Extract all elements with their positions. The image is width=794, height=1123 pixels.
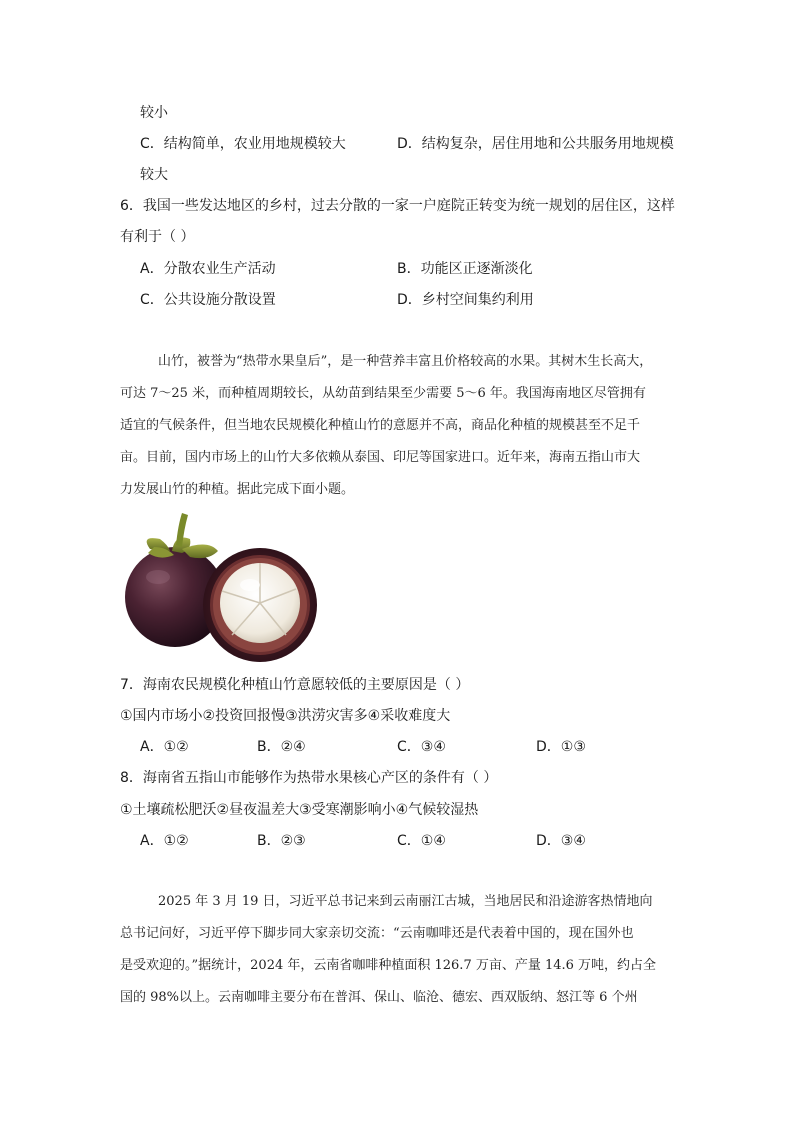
q6-option-d: D．乡村空间集约利用 [397,292,534,308]
q7-choices: ①国内市场小②投资回报慢③洪涝灾害多④采收难度大 [120,708,451,724]
q6-option-a: A．分散农业生产活动 [140,261,276,277]
q8-choices: ①土壤疏松肥沃②昼夜温差大③受寒潮影响小④气候较湿热 [120,802,479,818]
q7-option-c: C．③④ [397,739,446,755]
q6-option-b: B．功能区正逐渐淡化 [397,261,533,277]
q8-option-a: A．①② [140,833,189,849]
mangosteen-image [120,505,320,665]
q6-stem-line1: 6．我国一些发达地区的乡村，过去分散的一家一户庭院正转变为统一规划的居住区，这样 [120,198,675,214]
q6-stem-line2: 有利于（ ） [120,229,195,245]
q8-option-b: B．②③ [257,833,306,849]
passage1-line1: 山竹，被誉为“热带水果皇后”，是一种营养丰富且价格较高的水果。其树木生长高大， [158,354,653,369]
passage1-line2: 可达 7～25 米，而种植周期较长，从幼苗到结果至少需要 5～6 年。我国海南地区尽管拥有 [120,386,646,401]
q5-line-tail-2: 较大 [140,167,168,183]
q7-option-d: D．①③ [536,739,586,755]
passage1-line3: 适宜的气候条件，但当地农民规模化种植山竹的意愿并不高，商品化种植的规模甚至不足千 [120,418,641,433]
q5-option-c: C．结构简单，农业用地规模较大 [140,136,346,152]
q7-stem: 7．海南农民规模化种植山竹意愿较低的主要原因是（ ） [120,677,470,693]
q7-option-b: B．②④ [257,739,306,755]
q8-option-d: D．③④ [536,833,586,849]
passage1-line4: 亩。目前，国内市场上的山竹大多依赖从泰国、印尼等国家进口。近年来，海南五指山市大 [120,450,641,465]
q5-option-d: D．结构复杂，居住用地和公共服务用地规模 [397,136,674,152]
passage1-line5: 力发展山竹的种植。据此完成下面小题。 [120,482,355,497]
q5-line-tail: 较小 [140,105,168,121]
q8-option-c: C．①④ [397,833,446,849]
passage2-line4: 国的 98%以上。云南咖啡主要分布在普洱、保山、临沧、德宏、西双版纳、怒江等 6 个州 [120,990,638,1005]
q7-option-a: A．①② [140,739,189,755]
passage2-line3: 是受欢迎的。”据统计，2024 年，云南省咖啡种植面积 126.7 万亩、产量 14.6 万吨，约占全 [120,958,657,973]
passage2-line2: 总书记问好，习近平停下脚步同大家亲切交流：“云南咖啡还是代表着中国的，现在国外也 [120,926,634,941]
passage2-line1: 2025 年 3 月 19 日，习近平总书记来到云南丽江古城，当地居民和沿途游客热情地向 [158,894,653,909]
q6-option-c: C．公共设施分散设置 [140,292,276,308]
q8-stem: 8．海南省五指山市能够作为热带水果核心产区的条件有（ ） [120,770,498,786]
